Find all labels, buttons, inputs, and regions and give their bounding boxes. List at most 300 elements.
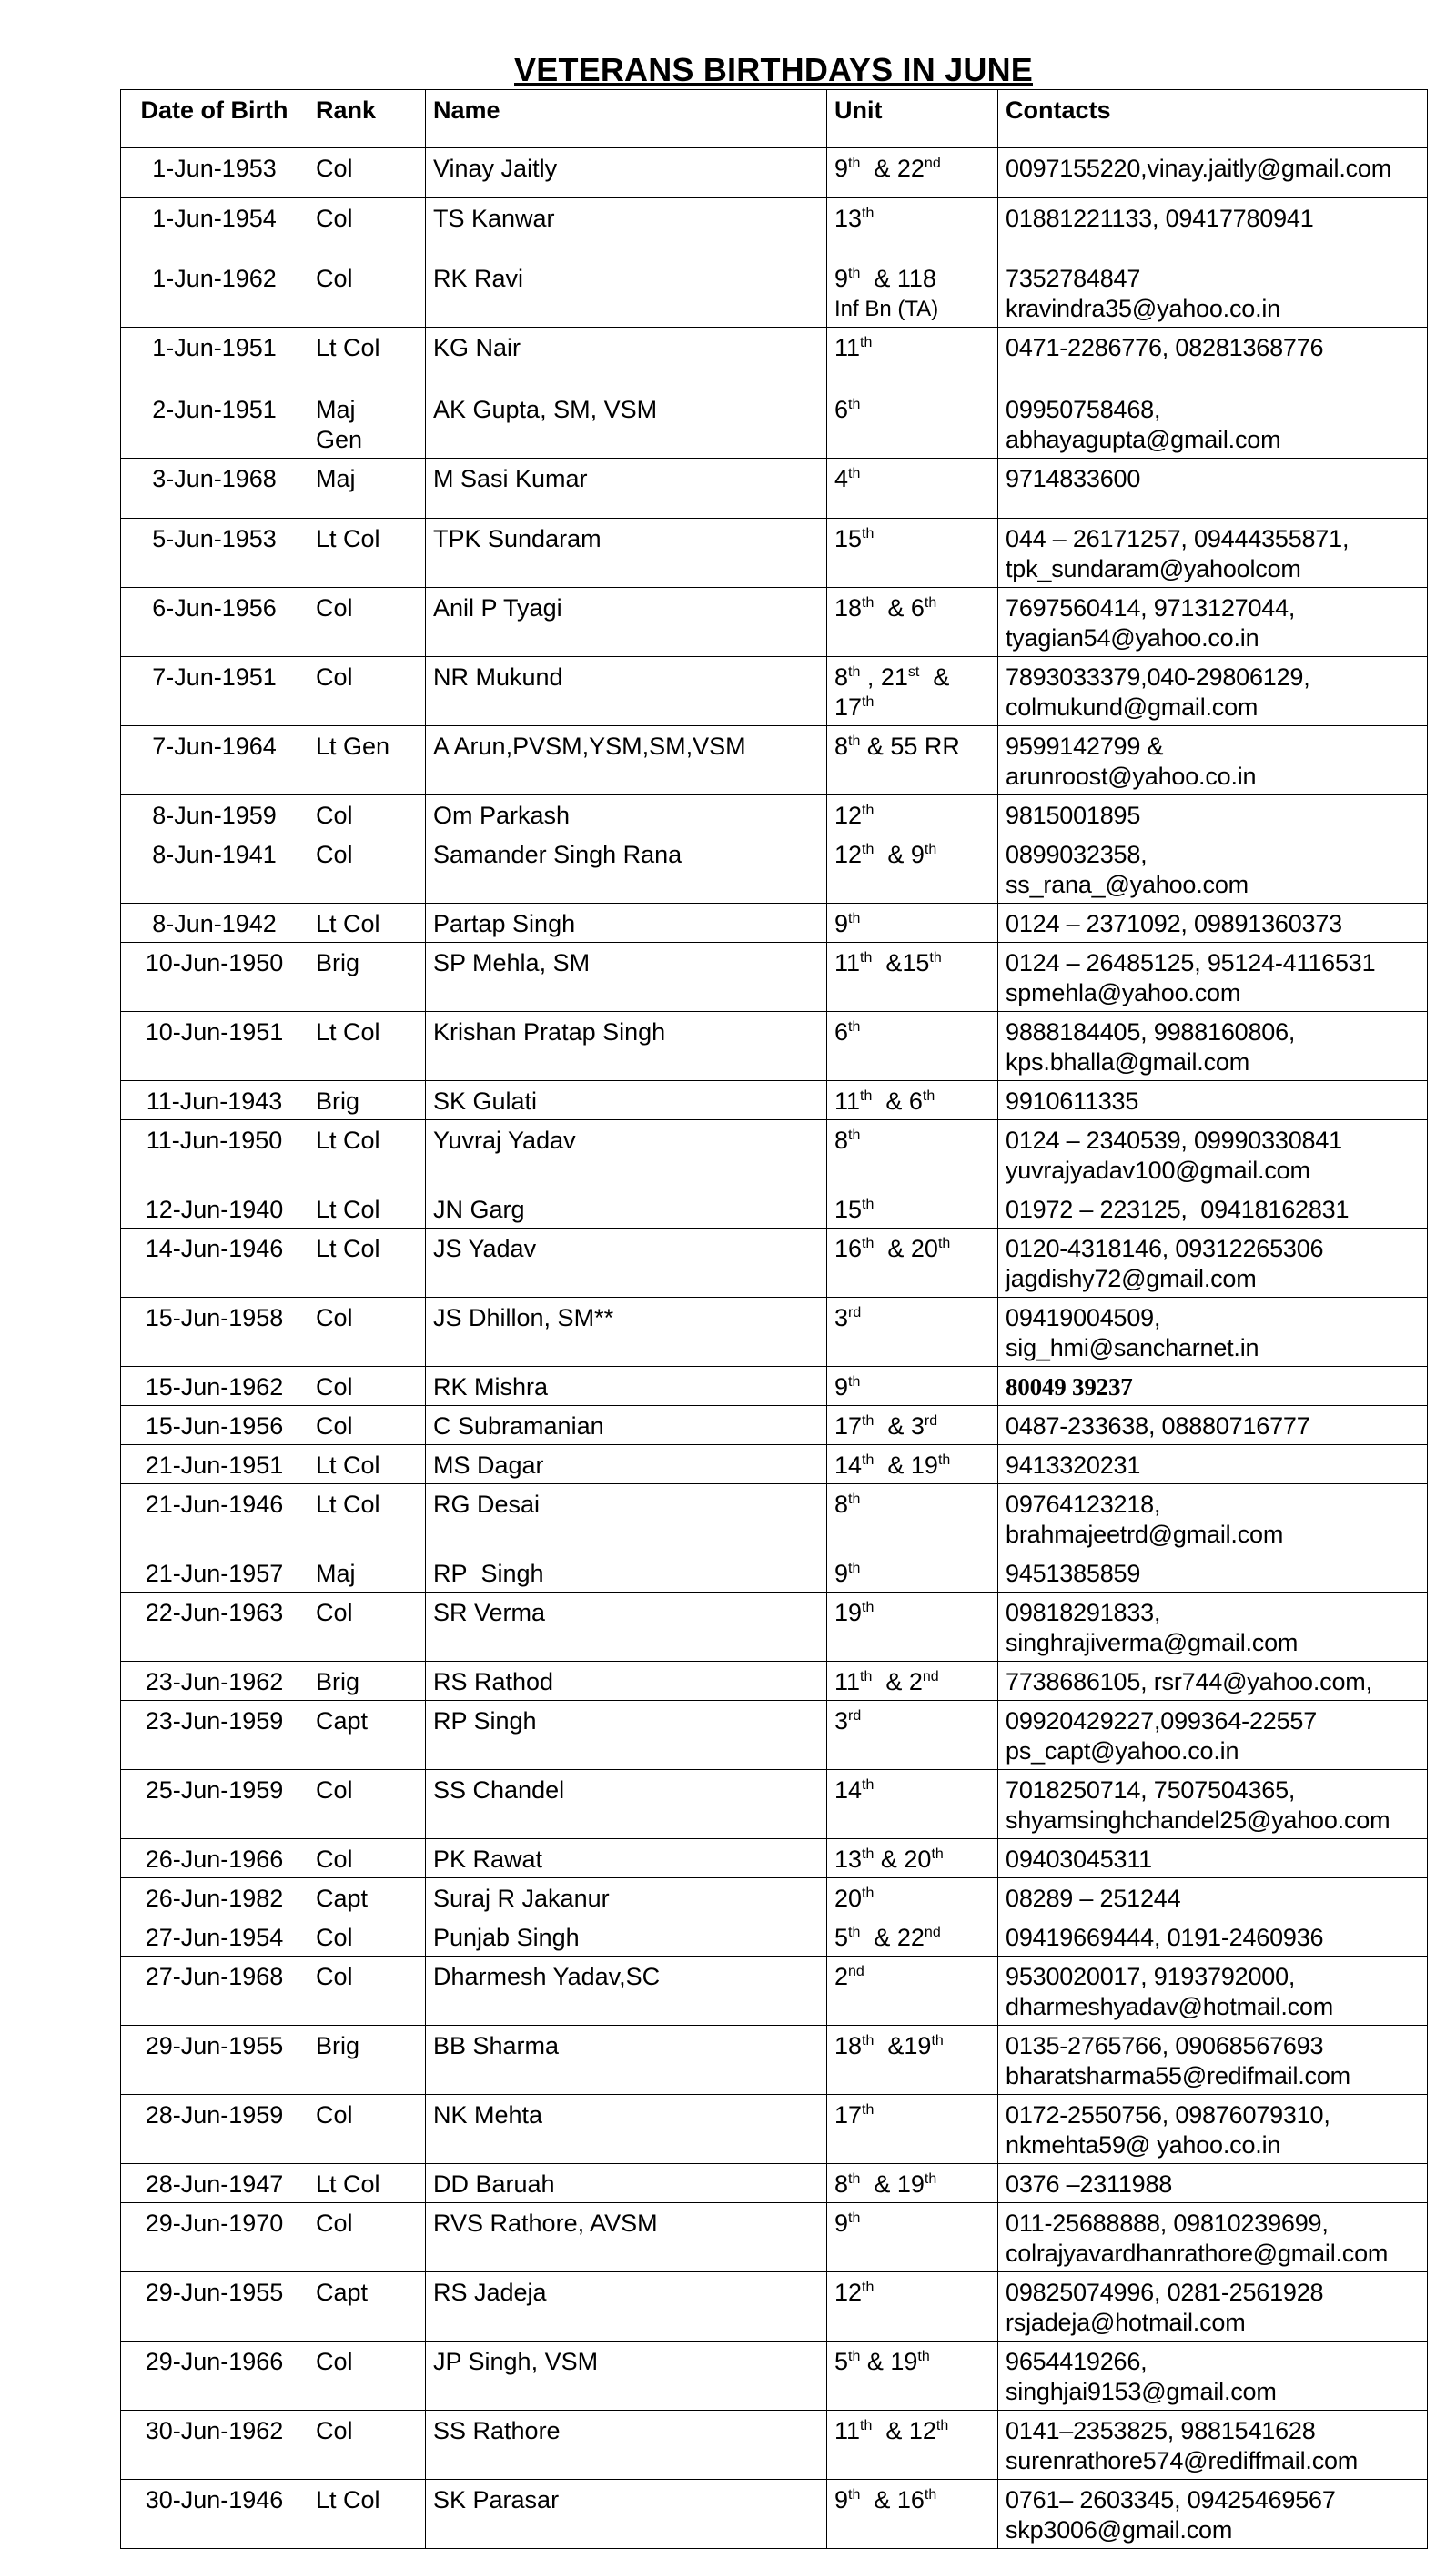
- date-of-birth: [121, 2272, 308, 2342]
- name-text: NR Mukund: [433, 663, 563, 691]
- name: [426, 2342, 827, 2411]
- rank: [308, 1839, 426, 1878]
- unit: [827, 1012, 998, 1081]
- date-of-birth: [121, 519, 308, 588]
- rank-line: Brig: [316, 1668, 360, 1695]
- name-text: BB Sharma: [433, 2032, 560, 2059]
- contacts: [998, 1593, 1428, 1662]
- unit-line: [834, 1490, 990, 1520]
- unit-line: [834, 333, 990, 363]
- name-text: JS Dhillon, SM**: [433, 1304, 614, 1331]
- rank: [308, 2203, 426, 2272]
- contacts: [998, 1298, 1428, 1367]
- rank-line: Brig: [316, 2032, 360, 2059]
- contact-line: 0141–2353825, 9881541628: [1006, 2417, 1316, 2444]
- table-row: [121, 1484, 1428, 1553]
- contacts: [998, 904, 1428, 943]
- unit: [827, 795, 998, 834]
- rank: [308, 1662, 426, 1701]
- unit-number: 8: [834, 2170, 849, 2198]
- unit: [827, 834, 998, 904]
- unit: [827, 2203, 998, 2272]
- unit-number: &: [919, 663, 950, 691]
- header-date-of-birth: Date of Birth: [121, 90, 308, 148]
- unit: [827, 1445, 998, 1484]
- contact-line: singhrajiverma@gmail.com: [1006, 1629, 1299, 1656]
- unit-number: 9: [834, 2486, 849, 2514]
- date-of-birth: [121, 148, 308, 198]
- table-row: [121, 1406, 1428, 1445]
- date-of-birth-text: 27-Jun-1968: [145, 1963, 284, 1990]
- unit-number: 11: [834, 2417, 861, 2444]
- contact-line: spmehla@yahoo.com: [1006, 979, 1241, 1006]
- contacts: [998, 389, 1428, 459]
- contact-line: 9599142799 &: [1006, 733, 1164, 760]
- unit-ordinal-suffix: th: [937, 1236, 951, 1251]
- name: [426, 1229, 827, 1298]
- unit-number: & 20: [874, 1235, 938, 1262]
- unit-number: 14: [834, 1452, 863, 1479]
- contact-line: yuvrajyadav100@gmail.com: [1006, 1157, 1310, 1184]
- contact-line: 011-25688888, 09810239699,: [1006, 2210, 1329, 2237]
- unit: [827, 1957, 998, 2026]
- rank-line: Brig: [316, 1087, 360, 1115]
- contact-line: 9413320231: [1006, 1452, 1141, 1479]
- contact-line: brahmajeetrd@gmail.com: [1006, 1521, 1284, 1548]
- date-of-birth-text: 29-Jun-1955: [145, 2032, 284, 2059]
- name: [426, 1770, 827, 1839]
- unit-subtitle: Inf Bn (TA): [834, 297, 939, 321]
- unit-ordinal-suffix: th: [860, 1088, 873, 1104]
- date-of-birth: [121, 198, 308, 258]
- unit-ordinal-suffix: th: [862, 694, 875, 710]
- name: [426, 1012, 827, 1081]
- rank: [308, 459, 426, 519]
- rank: [308, 726, 426, 795]
- header-contacts: Contacts: [998, 90, 1428, 148]
- unit-number: 19: [834, 1599, 863, 1626]
- contacts: [998, 1839, 1428, 1878]
- unit-number: 18: [834, 594, 863, 622]
- contacts: [998, 328, 1428, 389]
- unit-number: &19: [874, 2032, 932, 2059]
- date-of-birth: [121, 1367, 308, 1406]
- contact-line: 09764123218,: [1006, 1491, 1161, 1518]
- rank-line: Col: [316, 1776, 353, 1804]
- unit-number: 16: [834, 1235, 863, 1262]
- contacts: [998, 1878, 1428, 1917]
- name: [426, 2272, 827, 2342]
- contact-line: jagdishy72@gmail.com: [1006, 1265, 1257, 1292]
- unit-ordinal-suffix: th: [862, 206, 875, 221]
- date-of-birth-text: 21-Jun-1946: [145, 1491, 284, 1518]
- rank-line: Capt: [316, 2279, 369, 2306]
- name: [426, 1957, 827, 2026]
- contacts: [998, 1917, 1428, 1957]
- rank: [308, 1770, 426, 1839]
- contact-line: 9451385859: [1006, 1560, 1141, 1587]
- date-of-birth-text: 26-Jun-1966: [145, 1846, 284, 1873]
- rank-line: Col: [316, 1412, 353, 1440]
- contact-line: 9910611335: [1006, 1087, 1139, 1115]
- contact-line: tyagian54@yahoo.co.in: [1006, 624, 1259, 652]
- name: [426, 795, 827, 834]
- unit-number: 6: [834, 1018, 849, 1046]
- date-of-birth: [121, 795, 308, 834]
- name-text: JN Garg: [433, 1196, 525, 1223]
- name-text: Samander Singh Rana: [433, 841, 682, 868]
- rank: [308, 1917, 426, 1957]
- name-text: SS Rathore: [433, 2417, 561, 2444]
- rank: [308, 795, 426, 834]
- name: [426, 148, 827, 198]
- rank: [308, 389, 426, 459]
- unit: [827, 1298, 998, 1367]
- rank-line: Lt Col: [316, 1235, 380, 1262]
- name-text: TS Kanwar: [433, 205, 555, 232]
- name-text: JP Singh, VSM: [433, 2348, 599, 2375]
- unit-ordinal-suffix: th: [862, 1413, 875, 1429]
- date-of-birth-text: 8-Jun-1941: [152, 841, 277, 868]
- name: [426, 389, 827, 459]
- contacts: [998, 588, 1428, 657]
- rank-line: Col: [316, 2210, 353, 2237]
- unit-number: 3: [834, 1304, 849, 1331]
- unit-line: [834, 801, 990, 831]
- unit-ordinal-suffix: th: [929, 950, 942, 966]
- unit-ordinal-suffix: th: [862, 526, 875, 541]
- table-row: [121, 904, 1428, 943]
- date-of-birth: [121, 1406, 308, 1445]
- page-title: VETERANS BIRTHDAYS IN JUNE: [514, 51, 1033, 88]
- unit-ordinal-suffix: nd: [922, 1669, 939, 1684]
- date-of-birth-text: 21-Jun-1957: [145, 1560, 284, 1587]
- table-row: [121, 1298, 1428, 1367]
- rank: [308, 1189, 426, 1229]
- unit-number: 11: [834, 1087, 861, 1115]
- date-of-birth: [121, 2342, 308, 2411]
- name-text: NK Mehta: [433, 2101, 543, 2129]
- date-of-birth-text: 28-Jun-1947: [145, 2170, 284, 2198]
- date-of-birth: [121, 328, 308, 389]
- name: [426, 834, 827, 904]
- rank-line: Lt Col: [316, 1127, 380, 1154]
- name: [426, 904, 827, 943]
- name: [426, 1593, 827, 1662]
- rank-line: Col: [316, 1924, 353, 1951]
- table-header-row: [121, 90, 1428, 148]
- unit-ordinal-suffix: th: [860, 1669, 873, 1684]
- contact-line: sig_hmi@sancharnet.in: [1006, 1334, 1259, 1361]
- date-of-birth-text: 15-Jun-1956: [145, 1412, 284, 1440]
- contact-line: 0124 – 2340539, 09990330841: [1006, 1127, 1342, 1154]
- contact-line: tpk_sundaram@yahoolcom: [1006, 555, 1301, 582]
- unit-number: 12: [834, 2279, 863, 2306]
- table-row: [121, 1367, 1428, 1406]
- name: [426, 1917, 827, 1957]
- date-of-birth: [121, 389, 308, 459]
- table-row: [121, 1553, 1428, 1593]
- contact-line: 0376 –2311988: [1006, 2170, 1173, 2198]
- rank: [308, 1593, 426, 1662]
- unit-line: [834, 2100, 990, 2130]
- unit: [827, 1917, 998, 1957]
- contact-line: colrajyavardhanrathore@gmail.com: [1006, 2240, 1389, 2267]
- contacts: [998, 1012, 1428, 1081]
- contact-line: 09950758468,: [1006, 396, 1161, 423]
- unit: [827, 1189, 998, 1229]
- contact-line: colmukund@gmail.com: [1006, 693, 1259, 721]
- rank: [308, 834, 426, 904]
- contact-line: bharatsharma55@redifmail.com: [1006, 2062, 1350, 2089]
- name-text: RP Singh: [433, 1560, 544, 1587]
- contact-line: 7697560414, 9713127044,: [1006, 594, 1296, 622]
- rank-line: Lt Col: [316, 2486, 380, 2514]
- date-of-birth: [121, 1120, 308, 1189]
- date-of-birth: [121, 1445, 308, 1484]
- date-of-birth-text: 23-Jun-1959: [145, 1707, 284, 1735]
- date-of-birth: [121, 1957, 308, 2026]
- unit-line: [834, 2031, 990, 2061]
- name: [426, 1878, 827, 1917]
- unit-ordinal-suffix: th: [848, 397, 861, 412]
- unit-number: 12: [834, 841, 863, 868]
- unit-line: [834, 2347, 990, 2377]
- unit-number: 13: [834, 205, 863, 232]
- table-row: [121, 1701, 1428, 1770]
- rank-line: Lt Col: [316, 1018, 380, 1046]
- unit-ordinal-suffix: th: [862, 803, 875, 818]
- unit-ordinal-suffix: th: [924, 2171, 937, 2187]
- contact-line: 80049 39237: [1006, 1373, 1133, 1401]
- unit-number: &15: [872, 949, 930, 976]
- rank: [308, 2342, 426, 2411]
- unit-number: 17: [834, 2101, 863, 2129]
- unit-ordinal-suffix: th: [848, 1561, 861, 1576]
- date-of-birth: [121, 2411, 308, 2480]
- unit-line: [834, 1017, 990, 1047]
- name: [426, 1367, 827, 1406]
- date-of-birth-text: 5-Jun-1953: [152, 525, 277, 552]
- table-row: [121, 1662, 1428, 1701]
- name-text: SR Verma: [433, 1599, 546, 1626]
- rank-line: Brig: [316, 949, 360, 976]
- unit-line: [834, 204, 990, 234]
- table-row: [121, 389, 1428, 459]
- table-row: [121, 2203, 1428, 2272]
- contact-line: rsjadeja@hotmail.com: [1006, 2309, 1246, 2336]
- contacts: [998, 795, 1428, 834]
- unit-ordinal-suffix: th: [862, 2102, 875, 2118]
- contact-line: 0124 – 2371092, 09891360373: [1006, 910, 1342, 937]
- rank-line: Col: [316, 2101, 353, 2129]
- name-text: RVS Rathore, AVSM: [433, 2210, 658, 2237]
- unit-line: [834, 264, 990, 294]
- unit-line: [834, 1451, 990, 1481]
- date-of-birth: [121, 459, 308, 519]
- unit-ordinal-suffix: th: [848, 1492, 861, 1507]
- unit-line: [834, 524, 990, 554]
- unit: [827, 1701, 998, 1770]
- unit-number: 15: [834, 525, 863, 552]
- contact-line: 9654419266,: [1006, 2348, 1148, 2375]
- date-of-birth-text: 11-Jun-1950: [146, 1127, 283, 1154]
- contacts: [998, 519, 1428, 588]
- unit: [827, 2342, 998, 2411]
- rank-line: Col: [316, 2348, 353, 2375]
- date-of-birth: [121, 2164, 308, 2203]
- unit-ordinal-suffix: th: [922, 1088, 935, 1104]
- contact-line: 9530020017, 9193792000,: [1006, 1963, 1296, 1990]
- table-row: [121, 2026, 1428, 2095]
- unit: [827, 1229, 998, 1298]
- contact-line: 08289 – 251244: [1006, 1885, 1181, 1912]
- unit-line: [834, 2209, 990, 2239]
- contacts: [998, 1701, 1428, 1770]
- name: [426, 1484, 827, 1553]
- unit-line: [834, 1845, 990, 1875]
- date-of-birth-text: 30-Jun-1962: [145, 2417, 284, 2444]
- rank-line: Maj: [316, 396, 356, 423]
- rank-line: Lt Col: [316, 2170, 380, 2198]
- name: [426, 2095, 827, 2164]
- unit-line: [834, 2485, 990, 2515]
- unit-line: [834, 1195, 990, 1225]
- name-text: Yuvraj Yadav: [433, 1127, 576, 1154]
- name-text: A Arun,PVSM,YSM,SM,VSM: [433, 733, 746, 760]
- unit-line: [834, 663, 990, 693]
- header-name: Name: [426, 90, 827, 148]
- veterans-birthday-table: [120, 89, 1428, 2549]
- contacts: [998, 1957, 1428, 2026]
- name-text: Punjab Singh: [433, 1924, 580, 1951]
- unit-number: & 3: [874, 1412, 925, 1440]
- unit: [827, 328, 998, 389]
- date-of-birth: [121, 1878, 308, 1917]
- unit-ordinal-suffix: th: [860, 2418, 873, 2433]
- contact-line: shyamsinghchandel25@yahoo.com: [1006, 1806, 1390, 1834]
- date-of-birth: [121, 1839, 308, 1878]
- table-row: [121, 2095, 1428, 2164]
- rank: [308, 943, 426, 1012]
- name-text: SS Chandel: [433, 1776, 565, 1804]
- name: [426, 588, 827, 657]
- rank-line: Col: [316, 1846, 353, 1873]
- date-of-birth-text: 27-Jun-1954: [145, 1924, 284, 1951]
- date-of-birth: [121, 1553, 308, 1593]
- name-text: RS Jadeja: [433, 2279, 547, 2306]
- date-of-birth: [121, 1081, 308, 1120]
- date-of-birth-text: 1-Jun-1951: [152, 334, 277, 361]
- contacts: [998, 1120, 1428, 1189]
- contact-line: 0120-4318146, 09312265306: [1006, 1235, 1324, 1262]
- unit-number: 9: [834, 1560, 849, 1587]
- unit-line: [834, 1706, 990, 1736]
- unit: [827, 904, 998, 943]
- unit-number: , 21: [860, 663, 908, 691]
- unit-ordinal-suffix: th: [848, 2171, 861, 2187]
- contact-line: 0471-2286776, 08281368776: [1006, 334, 1324, 361]
- unit-number: & 2: [872, 1668, 923, 1695]
- contact-line: 0124 – 26485125, 95124-4116531: [1006, 949, 1376, 976]
- unit-ordinal-suffix: th: [862, 1886, 875, 1901]
- contact-line: 7352784847: [1006, 265, 1141, 292]
- rank: [308, 657, 426, 726]
- contacts: [998, 258, 1428, 328]
- contacts: [998, 2203, 1428, 2272]
- date-of-birth-text: 3-Jun-1968: [152, 465, 277, 492]
- unit-ordinal-suffix: th: [848, 1925, 861, 1940]
- contacts: [998, 943, 1428, 1012]
- table-row: [121, 328, 1428, 389]
- unit: [827, 1770, 998, 1839]
- contacts: [998, 1406, 1428, 1445]
- name: [426, 2164, 827, 2203]
- unit-line: [834, 1775, 990, 1806]
- date-of-birth-text: 1-Jun-1953: [152, 155, 277, 182]
- contact-line: 0487-233638, 08880716777: [1006, 1412, 1310, 1440]
- name: [426, 1701, 827, 1770]
- unit-number: 8: [834, 1491, 849, 1518]
- contacts: [998, 1367, 1428, 1406]
- name: [426, 1662, 827, 1701]
- unit-line: [834, 1372, 990, 1402]
- name-text: Anil P Tyagi: [433, 594, 562, 622]
- contacts: [998, 1081, 1428, 1120]
- contact-line: nkmehta59@ yahoo.co.in: [1006, 2131, 1281, 2159]
- unit-ordinal-suffix: th: [862, 1846, 875, 1862]
- rank: [308, 198, 426, 258]
- rank: [308, 1553, 426, 1593]
- date-of-birth: [121, 1770, 308, 1839]
- table-row: [121, 726, 1428, 795]
- date-of-birth-text: 25-Jun-1959: [145, 1776, 284, 1804]
- unit-ordinal-suffix: th: [860, 950, 873, 966]
- name-text: Dharmesh Yadav,SC: [433, 1963, 661, 1990]
- table-body: [121, 90, 1428, 2549]
- unit: [827, 1553, 998, 1593]
- unit: [827, 1593, 998, 1662]
- rank-line: Maj: [316, 1560, 356, 1587]
- date-of-birth: [121, 904, 308, 943]
- unit-line: [834, 1234, 990, 1264]
- unit: [827, 148, 998, 198]
- date-of-birth: [121, 2026, 308, 2095]
- unit-line: [834, 948, 990, 978]
- date-of-birth-text: 15-Jun-1958: [145, 1304, 284, 1331]
- contact-line: abhayagupta@gmail.com: [1006, 426, 1281, 453]
- unit: [827, 1406, 998, 1445]
- date-of-birth: [121, 1917, 308, 1957]
- unit-line: [834, 1126, 990, 1156]
- name-text: MS Dagar: [433, 1452, 544, 1479]
- contact-line: ps_capt@yahoo.co.in: [1006, 1737, 1239, 1765]
- unit-ordinal-suffix: th: [862, 1777, 875, 1793]
- unit-number: 9: [834, 2210, 849, 2237]
- unit-line: [834, 1087, 990, 1117]
- unit-number: 9: [834, 910, 849, 937]
- contacts: [998, 726, 1428, 795]
- rank-line: Col: [316, 265, 353, 292]
- unit-number: 14: [834, 1776, 863, 1804]
- unit-ordinal-suffix: nd: [924, 156, 941, 171]
- unit-line: [834, 693, 990, 723]
- date-of-birth-text: 12-Jun-1940: [145, 1196, 284, 1223]
- date-of-birth: [121, 2480, 308, 2549]
- name-text: SK Parasar: [433, 2486, 560, 2514]
- name-text: DD Baruah: [433, 2170, 555, 2198]
- name-text: Suraj R Jakanur: [433, 1885, 610, 1912]
